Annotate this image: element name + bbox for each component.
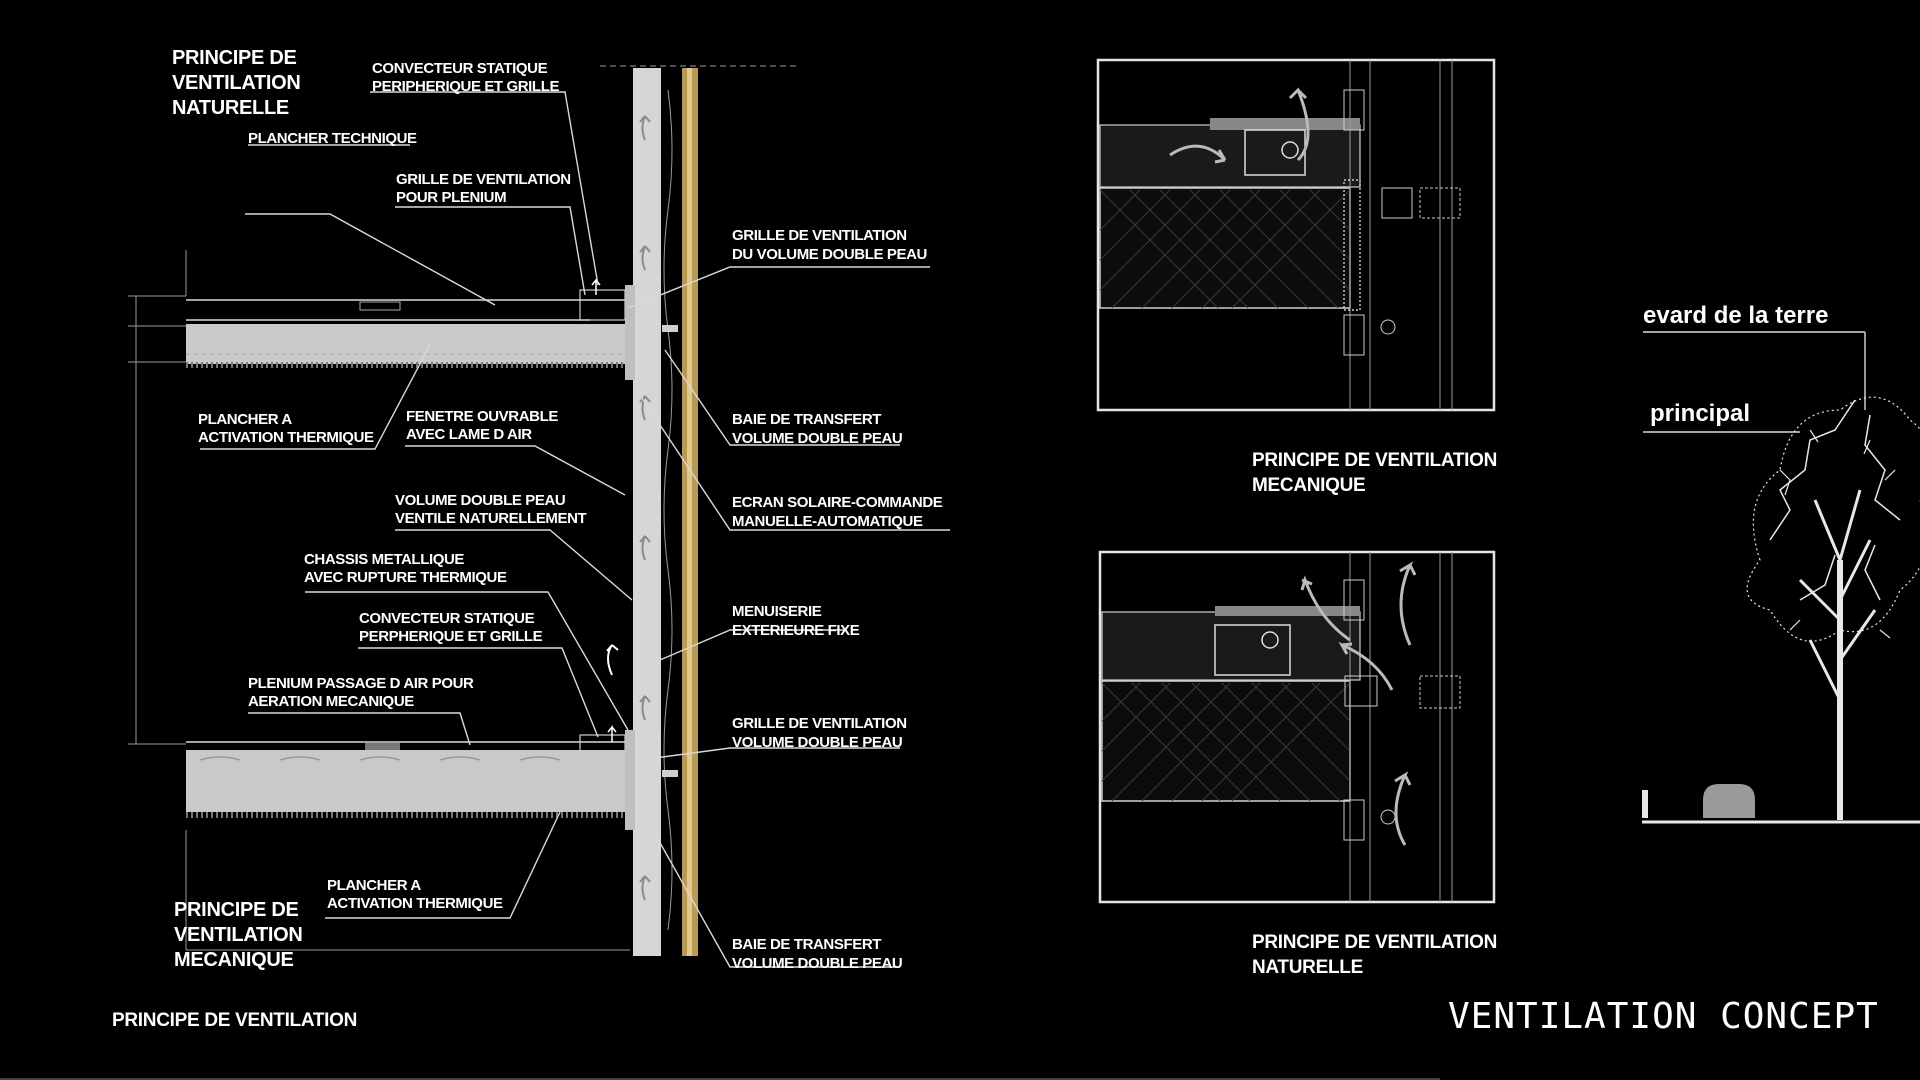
title-mechanical-ventilation (174, 899, 303, 971)
section-drawing (112, 47, 950, 1031)
labels-right (732, 227, 943, 972)
svg-text:GRILLE DE VENTILATION: GRILLE DE VENTILATION (396, 171, 571, 188)
svg-text:ACTIVATION THERMIQUE: ACTIVATION THERMIQUE (327, 895, 503, 912)
svg-text:PLANCHER A: PLANCHER A (198, 411, 292, 428)
car-illustration (1703, 784, 1755, 818)
svg-text:PERPHERIQUE ET GRILLE: PERPHERIQUE ET GRILLE (359, 628, 543, 645)
svg-text:GRILLE DE VENTILATION: GRILLE DE VENTILATION (732, 715, 907, 732)
svg-text:PLANCHER TECHNIQUE: PLANCHER TECHNIQUE (248, 130, 417, 147)
title-natural-ventilation (172, 47, 301, 119)
svg-text:PRINCIPE DE VENTILATION: PRINCIPE DE VENTILATION (1252, 450, 1498, 471)
lower-slab (186, 750, 628, 812)
svg-text:GRILLE DE VENTILATION: GRILLE DE VENTILATION (732, 227, 907, 244)
svg-text:PRINCIPE DE: PRINCIPE DE (174, 899, 299, 921)
svg-text:CONVECTEUR STATIQUE: CONVECTEUR STATIQUE (359, 610, 535, 627)
svg-text:MANUELLE-AUTOMATIQUE: MANUELLE-AUTOMATIQUE (732, 513, 923, 530)
svg-text:PRINCIPE DE VENTILATION: PRINCIPE DE VENTILATION (1252, 932, 1498, 953)
svg-text:POUR PLENIUM: POUR PLENIUM (396, 189, 507, 206)
upper-slab (186, 324, 628, 364)
svg-text:AVEC RUPTURE THERMIQUE: AVEC RUPTURE THERMIQUE (304, 569, 507, 586)
detail-mechanical (1098, 60, 1497, 496)
street-label: principal (1650, 400, 1751, 427)
section-caption: PRINCIPE DE VENTILATION (112, 1010, 358, 1031)
svg-text:BAIE DE TRANSFERT: BAIE DE TRANSFERT (732, 411, 882, 428)
svg-text:VOLUME DOUBLE PEAU: VOLUME DOUBLE PEAU (395, 492, 566, 509)
svg-text:AVEC LAME D AIR: AVEC LAME D AIR (406, 426, 532, 443)
svg-text:VENTILE NATURELLEMENT: VENTILE NATURELLEMENT (395, 510, 587, 527)
svg-text:VOLUME DOUBLE PEAU: VOLUME DOUBLE PEAU (732, 734, 903, 751)
svg-text:ECRAN SOLAIRE-COMMANDE: ECRAN SOLAIRE-COMMANDE (732, 494, 943, 511)
svg-text:VENTILATION: VENTILATION (172, 72, 301, 94)
detail-natural (1100, 552, 1497, 978)
svg-text:PERIPHERIQUE ET GRILLE: PERIPHERIQUE ET GRILLE (372, 78, 560, 95)
svg-text:BAIE DE TRANSFERT: BAIE DE TRANSFERT (732, 936, 882, 953)
svg-text:MECANIQUE: MECANIQUE (1252, 475, 1366, 496)
svg-text:PRINCIPE DE: PRINCIPE DE (172, 47, 297, 69)
svg-text:VENTILATION: VENTILATION (174, 924, 303, 946)
svg-text:CHASSIS METALLIQUE: CHASSIS METALLIQUE (304, 551, 465, 568)
tree-illustration (1747, 397, 1920, 820)
street-name: evard de la terre (1643, 302, 1829, 329)
svg-text:FENETRE OUVRABLE: FENETRE OUVRABLE (406, 408, 558, 425)
svg-text:NATURELLE: NATURELLE (1252, 957, 1363, 978)
slide-title: VENTILATION CONCEPT (1448, 996, 1879, 1037)
svg-text:MECANIQUE: MECANIQUE (174, 949, 294, 971)
svg-text:MENUISERIE: MENUISERIE (732, 603, 822, 620)
svg-text:PLANCHER A: PLANCHER A (327, 877, 421, 894)
svg-text:DU VOLUME DOUBLE PEAU: DU VOLUME DOUBLE PEAU (732, 246, 927, 263)
svg-text:NATURELLE: NATURELLE (172, 97, 289, 119)
svg-text:VOLUME DOUBLE PEAU: VOLUME DOUBLE PEAU (732, 955, 903, 972)
svg-text:CONVECTEUR STATIQUE: CONVECTEUR STATIQUE (372, 60, 548, 77)
double-skin-facade (633, 68, 661, 956)
svg-text:VOLUME DOUBLE PEAU: VOLUME DOUBLE PEAU (732, 430, 903, 447)
svg-text:PLENIUM PASSAGE D AIR POUR: PLENIUM PASSAGE D AIR POUR (248, 675, 474, 692)
svg-text:ACTIVATION THERMIQUE: ACTIVATION THERMIQUE (198, 429, 374, 446)
street-elevation (1642, 302, 1920, 822)
svg-text:EXTERIEURE FIXE: EXTERIEURE FIXE (732, 622, 860, 639)
svg-text:AERATION MECANIQUE: AERATION MECANIQUE (248, 693, 414, 710)
